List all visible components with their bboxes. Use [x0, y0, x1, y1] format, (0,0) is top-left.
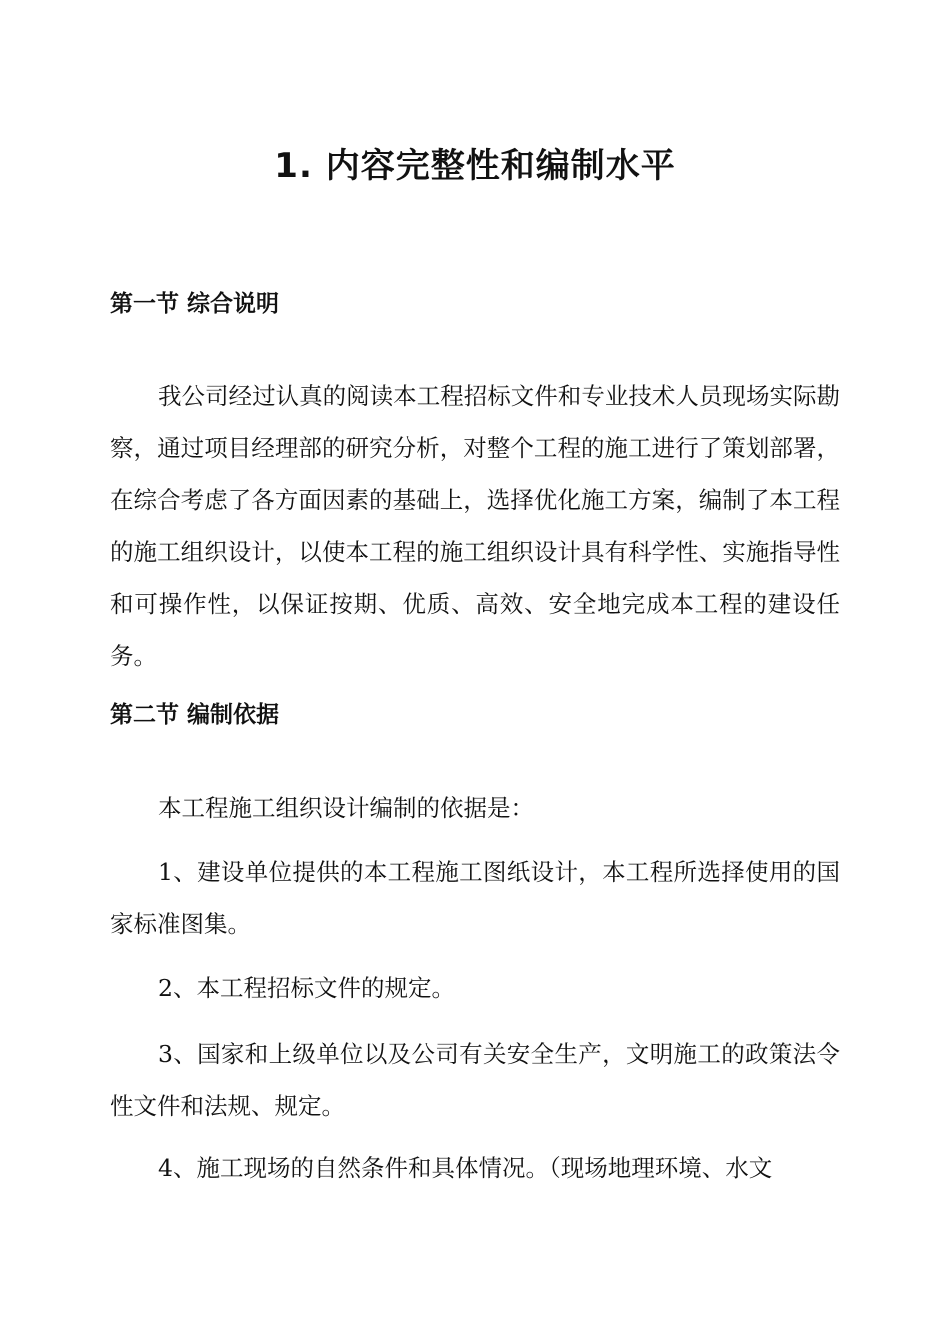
list-item-basis-1: 1、建设单位提供的本工程施工图纸设计，本工程所选择使用的国家标准图集。	[110, 858, 840, 938]
document-title: 1. 内容完整性和编制水平	[274, 146, 676, 186]
paragraph-overview: 我公司经过认真的阅读本工程招标文件和专业技术人员现场实际勘察，通过项目经理部的研究分析，对整个工程的施工进行了策划部署，在综合考虑了各方面因素的基础上，选择优化施工方案，编制了本工程的施工组织设计，以使本工程的施工组织设计具有科学性、实施指导性和可操作性，以保证按期、优质、高效、安全地完成本工程的建设任务。	[110, 382, 840, 670]
section-heading-overview: 第一节 综合说明	[110, 291, 280, 317]
list-item-basis-3: 3、国家和上级单位以及公司有关安全生产，文明施工的政策法令性文件和法规、规定。	[110, 1040, 840, 1120]
list-item-basis-4: 4、施工现场的自然条件和具体情况。（现场地理环境、水文	[158, 1154, 773, 1182]
list-item-basis-2: 2、本工程招标文件的规定。	[158, 974, 455, 1002]
section-heading-basis: 第二节 编制依据	[110, 702, 280, 728]
paragraph-basis-intro: 本工程施工组织设计编制的依据是：	[158, 794, 534, 822]
